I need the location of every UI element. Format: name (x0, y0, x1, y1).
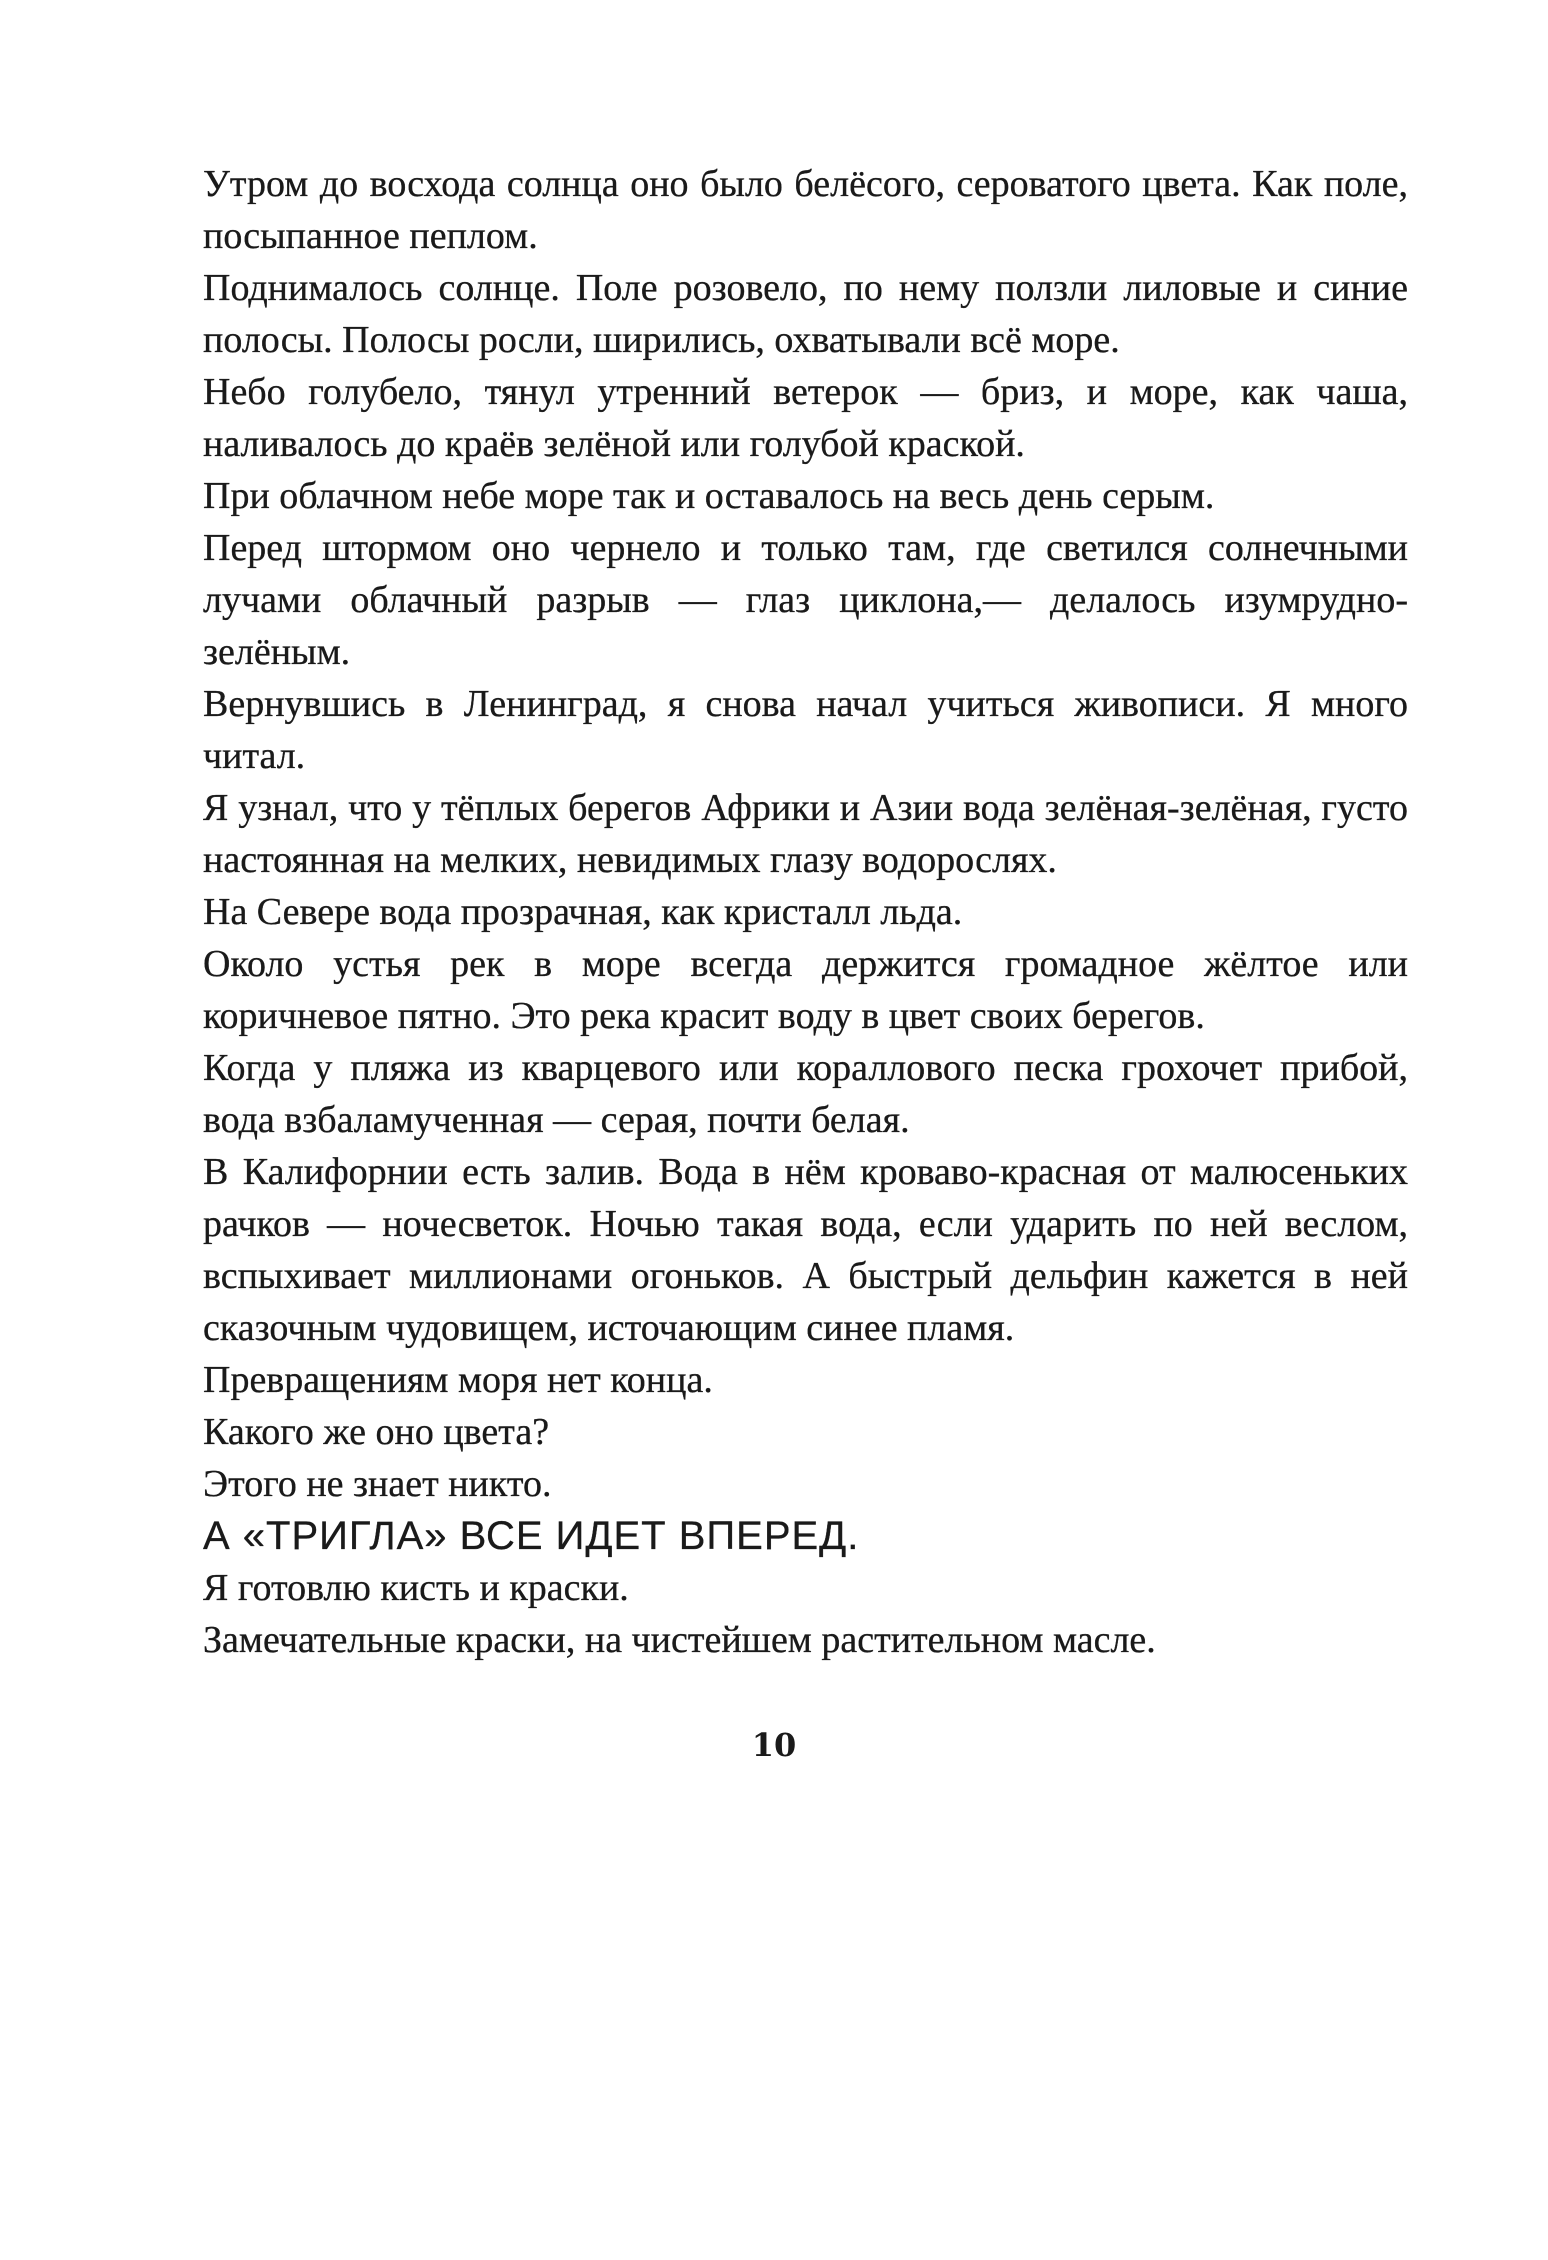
paragraph: Перед штормом оно чернело и только там, где светился солнечными лучами облачный разрыв — глаз циклона,— делалось изумрудно-зелёным. (203, 527, 1408, 673)
paragraph: Замечательные краски, на чистейшем растительном масле. (203, 1619, 1156, 1661)
paragraph: Этого не знает никто. (203, 1463, 552, 1505)
paragraph: При облачном небе море так и оставалось на весь день серым. (203, 475, 1215, 517)
paragraph: Поднималось солнце. Поле розовело, по нему ползли лиловые и синие полосы. Полосы росли, ширились, охватывали всё море. (203, 267, 1408, 361)
paragraph: На Севере вода прозрачная, как кристалл льда. (203, 891, 963, 933)
paragraph: Какого же оно цвета? (203, 1411, 550, 1453)
paragraph: Вернувшись в Ленинград, я снова начал учиться живописи. Я много читал. (203, 683, 1408, 777)
paragraph: Превращениям моря нет конца. (203, 1359, 713, 1401)
page-number: 10 (751, 1726, 797, 1764)
paragraph: Я узнал, что у тёплых берегов Африки и Азии вода зелёная-зелёная, густо настоянная на мелких, невидимых глазу водорослях. (203, 787, 1408, 881)
paragraph: Небо голубело, тянул утренний ветерок — бриз, и море, как чаша, наливалось до краёв зелёной или голубой краской. (203, 371, 1408, 465)
page-body-text (203, 158, 1408, 1666)
paragraph: Когда у пляжа из кварцевого или кораллового песка грохочет прибой, вода взбаламученная — серая, почти белая. (203, 1047, 1408, 1141)
section-heading: А «ТРИГЛА» ВСЕ ИДЕТ ВПЕРЕД. (203, 1514, 860, 1558)
paragraph: Я готовлю кисть и краски. (203, 1567, 629, 1609)
paragraph: В Калифорнии есть залив. Вода в нём кроваво-красная от малюсеньких рачков — ночесветок. Ночью такая вода, если ударить по ней веслом, вспыхивает миллионами огоньков. А быстрый дельфин кажется в ней сказочным чудовищем, источающим синее пламя. (203, 1151, 1408, 1349)
paragraph: Около устья рек в море всегда держится громадное жёлтое или коричневое пятно. Это река красит воду в цвет своих берегов. (203, 943, 1408, 1037)
paragraph: Утром до восхода солнца оно было белёсого, сероватого цвета. Как поле, посыпанное пеплом. (203, 163, 1408, 257)
